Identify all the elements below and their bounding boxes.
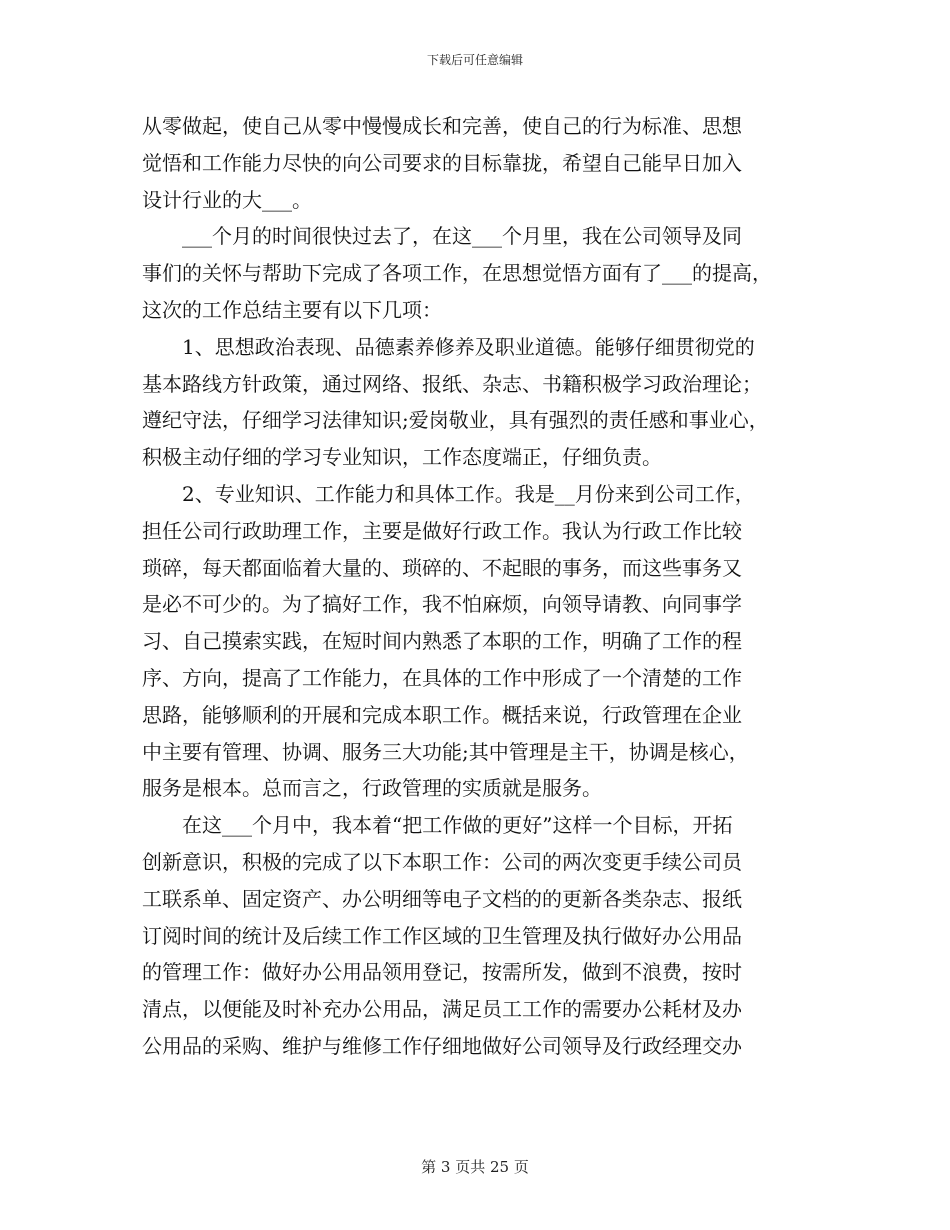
text-line: 这次的工作总结主要有以下几项： [142,297,442,322]
text-line: 遵纪守法，仔细学习法律知识;爱岗敬业，具有强烈的责任感和事业心， [142,408,769,433]
text-line: 公用品的采购、维护与维修工作仔细地做好公司领导及行政经理交办 [142,1033,742,1058]
text-line: 序、方向，提高了工作能力，在具体的工作中形成了一个清楚的工作 [142,665,742,690]
text-line: 设计行业的大___。 [142,187,312,212]
page-number-footer: 第 3 页共 25 页 [421,1158,529,1176]
text-line: 琐碎，每天都面临着大量的、琐碎的、不起眼的事务，而这些事务又 [142,555,742,580]
text-line: 清点，以便能及时补充办公用品，满足员工工作的需要办公耗材及办 [142,997,742,1022]
text-line: 积极主动仔细的学习专业知识，工作态度端正，仔细负责。 [142,445,662,470]
text-line: 觉悟和工作能力尽快的向公司要求的目标靠拢，希望自己能早日加入 [142,150,742,175]
text-line: 担任公司行政助理工作，主要是做好行政工作。我认为行政工作比较 [142,518,742,543]
text-line: 基本路线方针政策，通过网络、报纸、杂志、书籍积极学习政治理论； [142,371,762,396]
text-line: 从零做起，使自己从零中慢慢成长和完善，使自己的行为标准、思想 [142,114,742,138]
text-line: 工联系单、固定资产、办公明细等电子文档的的更新各类杂志、报纸 [142,886,742,911]
text-line: 订阅时间的统计及后续工作工作区域的卫生管理及执行做好办公用品 [142,923,742,948]
paragraph-start-line: 2、专业知识、工作能力和具体工作。我是__月份来到公司工作， [182,481,755,506]
page-header: 下载后可任意编辑 [426,53,523,67]
text-line: 是必不可少的。为了搞好工作，我不怕麻烦，向领导请教、向同事学 [142,592,742,617]
text-line: 事们的关怀与帮助下完成了各项工作，在思想觉悟方面有了___的提高， [142,261,772,286]
paragraph-start-line: 1、思想政治表现、品德素养修养及职业道德。能够仔细贯彻党的 [182,334,755,359]
text-line: 思路，能够顺利的开展和完成本职工作。概括来说，行政管理在企业 [142,702,742,727]
document-body [142,108,822,1065]
text-line: 创新意识，积极的完成了以下本职工作：公司的两次变更手续公司员 [142,849,742,874]
text-line: 中主要有管理、协调、服务三大功能;其中管理是主干，协调是核心， [142,739,749,764]
paragraph-start-line: ___个月的时间很快过去了，在这___个月里，我在公司领导及同 [182,224,742,249]
text-line: 服务是根本。总而言之，行政管理的实质就是服务。 [142,776,602,801]
paragraph-start-line: 在这___个月中，我本着“把工作做的更好”这样一个目标，开拓 [182,813,733,838]
text-line: 习、自己摸索实践，在短时间内熟悉了本职的工作，明确了工作的程 [142,629,742,654]
text-line: 的管理工作：做好办公用品领用登记，按需所发，做到不浪费，按时 [142,960,742,985]
